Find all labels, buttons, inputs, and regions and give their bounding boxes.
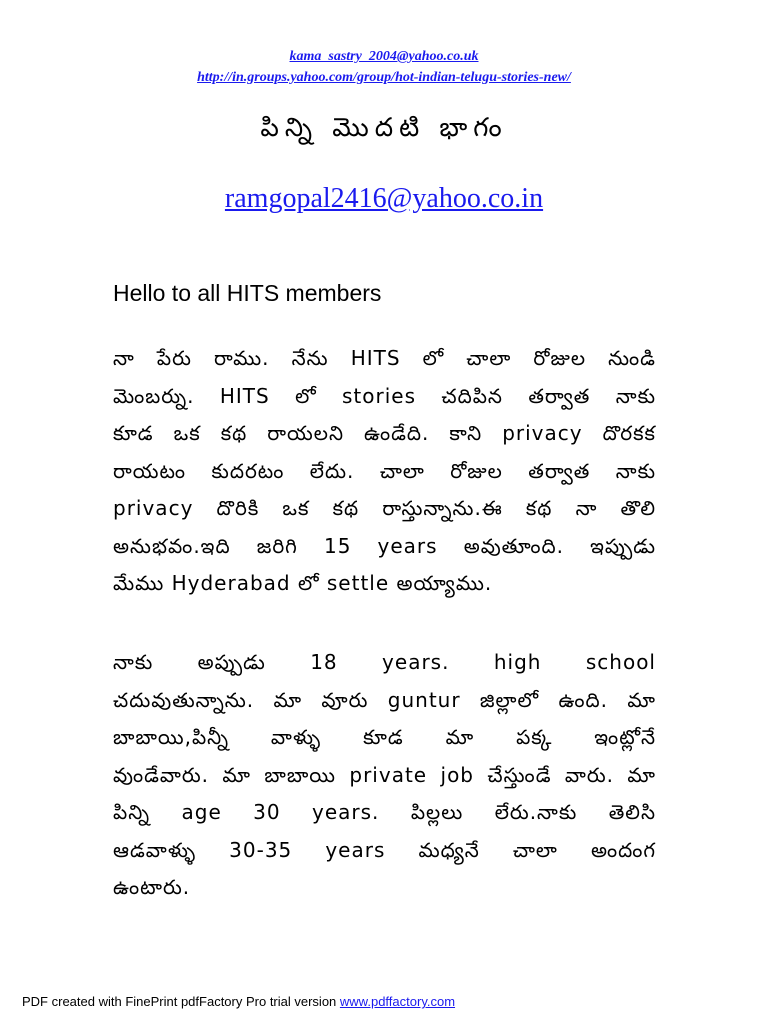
paragraph-1 xyxy=(113,340,656,603)
paragraph-line: మెంబర్ను. HITS లో stories చదిపిన తర్వాత నాకు xyxy=(113,383,656,408)
paragraph-2 xyxy=(113,644,656,907)
footer-link[interactable]: www.pdffactory.com xyxy=(339,994,456,1009)
header-email-link[interactable]: kama_sastry_2004@yahoo.co.uk xyxy=(289,49,479,64)
paragraph-line: మేము Hyderabad లో settle అయ్యాము. xyxy=(113,571,493,595)
paragraph-line: ఉంటారు. xyxy=(113,875,191,899)
paragraph-line: ఆడవాళ్ళు 30-35 years మధ్యనే చాలా అందంగ xyxy=(113,837,656,862)
paragraph-line: నాకు అప్పుడు 18 years. high school xyxy=(113,650,656,674)
paragraph-line: privacy దొరికి ఒక కథ రాస్తున్నాను.ఈ కథ నా తొలి xyxy=(113,496,656,520)
paragraph-line: వుండేవారు. మా బాబాయి private job చేస్తుండే వారు. మా xyxy=(113,762,656,787)
paragraph-line: చదువుతున్నాను. మా వూరు guntur జిల్లాలో ఉంది. మా xyxy=(113,687,656,712)
document-title: పిన్ని మొదటి భాగం xyxy=(260,113,508,143)
greeting: Hello to all HITS members xyxy=(113,280,382,306)
pdf-footer xyxy=(22,994,455,1009)
paragraph-line: పిన్ని age 30 years. పిల్లలు లేరు.నాకు తెలిసి xyxy=(113,800,656,824)
paragraph-line: బాబాయి,పిన్నీ వాళ్ళు కూడ మా పక్క ఇంట్లోనే xyxy=(113,725,656,749)
paragraph-line: కూడ ఒక కథ రాయలని ఉండేది. కాని privacy దొరకక xyxy=(113,421,656,445)
author-email-link[interactable]: ramgopal2416@yahoo.co.in xyxy=(224,183,544,214)
paragraph-line: రాయటం కుదరటం లేదు. చాలా రోజుల తర్వాత నాకు xyxy=(113,458,656,483)
footer-text: PDF created with FinePrint pdfFactory Pro trial version xyxy=(22,994,337,1009)
paragraph-line: అనుభవం.ఇది జరిగి 15 years అవుతూంది. ఇప్పుడు xyxy=(113,533,656,558)
header-group-url-link[interactable]: http://in.groups.yahoo.com/group/hot-indian-telugu-stories-new/ xyxy=(197,70,571,85)
paragraph-line: నా పేరు రాము. నేను HITS లో చాలా రోజుల నుండి xyxy=(113,346,656,370)
